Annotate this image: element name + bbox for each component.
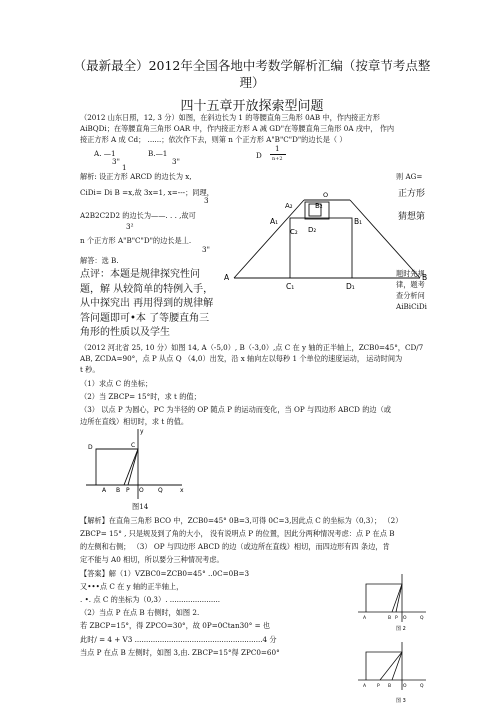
p2-fig14-label-d: D [88, 444, 93, 451]
svg-text:B: B [388, 684, 392, 689]
p2-analysis-2: ZBCP= 15° , 只是规及到了角的大小， 没有说明点 P 的位置，因此分两种情况考虑：点 P 在点 B [80, 529, 395, 538]
p2-fig3-caption: 图 3 [396, 698, 406, 704]
p1-solution-2-right: 正方形 [398, 189, 426, 199]
doc-title-line2: 理） [239, 75, 265, 90]
p1-solution-3: A2B2C2D2 的边长为——. . . ,故可 [80, 211, 196, 220]
p2-fig2-caption: 图 2 [396, 626, 406, 632]
p1-option-b-den: 3" [172, 157, 180, 166]
p1-fig-label-o: O [323, 191, 329, 199]
svg-text:A: A [363, 684, 367, 689]
p2-item-1: （1）求点 C 的坐标； [80, 379, 153, 388]
p2-fig14-label-x: x [180, 487, 184, 494]
doc-title [60, 57, 444, 91]
svg-text:Q: Q [420, 616, 424, 621]
p2-item-2: （2）当 ZBCP= 15°时，求 t 的值； [80, 392, 201, 401]
p2-answer-6: 此时/ = 4 + V3 ........................................................4 分 [80, 635, 277, 644]
p2-fig14-label-b: B [116, 487, 121, 494]
p2-item-3a: （3） 以点 P 为圆心，PC 为半径的 OP 随点 P 的运动而变化，当 OP 与四边形 ABCD 的边（或 [80, 405, 391, 414]
p1-question-line1: （2012 山东日照，12, 3 分）如图，在斜边长为 1 的等腰直角三角形 0AB 中，作内接正方形 [80, 113, 380, 122]
p1-solution-5: 解答：选 B. [80, 256, 119, 265]
p1-fig-label-a: A [224, 273, 230, 282]
p1-option-d-den: n+2 [272, 156, 283, 162]
p1-solution-1: 解析: 设正方形 ARCD 的边长为 x, [80, 172, 192, 181]
p1-solution-2-three: 3 [204, 196, 209, 205]
p2-analysis-3: 的左侧和右侧； （3） OP 与四边形 ABCD 的边（或边所在直线）相切，而四边形有四 条边，肯 [80, 542, 390, 551]
p2-answer-5: 若 ZBCP=15°，得 ZPCO=30°，故 0P=0Ctan30° = 也 [80, 621, 271, 630]
p2-question-line2: AB, ZCDA=90°，点 P 从点 Q （4,0）出发，沿 x 轴向左以每秒 1 个单位的速度运动， 运动时间为 [80, 354, 403, 363]
p1-option-b: B.—1 [148, 149, 168, 158]
p1-fig-label-c1: C₁ [286, 282, 295, 291]
p1-solution-1-right: 则 AG= [396, 172, 423, 181]
p2-answer-2: 又•••点 C 在 y 轴的正半轴上， [80, 582, 184, 591]
p1-fig-label-a1: A₁ [270, 217, 279, 226]
p1-option-d-num: 1 [275, 144, 280, 153]
p2-answer-3: . •. 点 C 的坐标为（0,3）. ...................... [80, 595, 221, 604]
p2-question-line1: （2012 河北省 25, 10 分）如图 14, A（-5,0）, B（-3,0）,点 C 在 y 轴的正半轴上，ZCB0=45°，CD/7 [80, 343, 424, 352]
p2-fig14-label-y: y [140, 428, 144, 435]
p1-option-d-label: D [256, 151, 262, 160]
svg-text:P: P [395, 616, 398, 621]
p2-answer-7: 当点 P 在点 B 左侧时，如图 3,由. ZBCP=15°得 ZPC0=60° [80, 648, 280, 657]
svg-text:O: O [403, 616, 407, 621]
p1-fig-label-b2: B₂ [315, 202, 323, 210]
p1-figure-squares [222, 190, 432, 320]
svg-text:B: B [388, 616, 392, 621]
svg-text:A: A [363, 616, 367, 621]
chapter-heading: 四十五章开放探索型问题 [180, 99, 324, 114]
p1-option-a-den: 3" [112, 157, 120, 166]
p2-fig14-label-q: Q [158, 487, 163, 494]
p2-fig14-caption: 图14 [132, 502, 149, 511]
svg-text:P: P [377, 684, 380, 689]
p1-solution-4: n 个正方形 A"B"C"D"的边长是丄. [80, 236, 192, 245]
p2-fig14-label-o: O [139, 487, 144, 494]
p2-figure-14 [82, 425, 192, 505]
p1-side-note: 题时先规律，题考查分析问AiBiCiDi [396, 269, 427, 311]
p2-figure-2 [356, 572, 428, 634]
p2-fig14-label-a: A [102, 487, 107, 494]
p1-question-line2: AiBQDi；在等腰直角三角形 OAR 中，作内接正方形 A 减 GD"在等腰直角三角形 0A 戌中， 作内 [80, 124, 395, 133]
p1-comment: 点评：本题是规律探究性问题，解 从较简单的特例入手，从中探究出 再用得到的规律解答问题即可•本 了等腰直角三角形的性质以及学生 [80, 269, 214, 338]
p1-solution-4-den: 3" [202, 245, 210, 254]
p1-fig-label-b: B [422, 273, 428, 282]
p2-item-3b: 边所在直线）相切时，求 t 的值。 [80, 417, 189, 426]
doc-title-line1: （最新最全）2012年全国各地中考数学解析汇编（按章节考点整 [73, 58, 431, 73]
svg-text:O: O [403, 684, 407, 689]
p1-solution-3-sq: 3² [126, 222, 134, 231]
p2-figure-3 [356, 640, 428, 706]
p1-fig-label-d1: D₁ [346, 282, 355, 291]
p1-fig-label-b1: B₁ [354, 217, 363, 226]
p1-fig-label-d2: D₂ [308, 226, 317, 234]
p1-question-line3: 接正方形 A 成 Cd； ......；依次作下去，则第 n 个正方形 A"B"C"D"的边长是（ ） [80, 135, 347, 144]
p1-solution-2: CiDi= Di B =x,故 3x=1, x=---；同理， [80, 188, 214, 197]
p2-answer-4: （2）当点 P 在点 B 右侧时，如图 2. [80, 608, 200, 617]
p1-fig-label-c2: C₂ [290, 228, 298, 236]
p1-solution-3-right: 猜想第 [398, 212, 426, 222]
p1-fig-label-a2: A₂ [285, 202, 293, 210]
p1-option-a-sub: 1 [122, 163, 127, 172]
p1-option-a: A. —1 [94, 149, 116, 158]
p2-analysis-1: 【解析】在直角三角形 BCO 中，ZCB0=45° 0B=3,可得 0C=3,因此点 C 的坐标为（0,3）； （2） [80, 516, 403, 525]
p2-analysis-4: 定不能与 A0 相切，所以要分三种情况考虑。 [80, 555, 224, 564]
svg-text:Q: Q [420, 684, 424, 689]
p2-answer-1: 【答案】解（1）VZBC0=ZCB0=45° ..0C=0B=3 [80, 569, 250, 578]
p2-question-line3: t 秒。 [80, 365, 100, 374]
p2-fig14-label-c: C [131, 442, 136, 449]
p2-fig14-label-p: P [126, 487, 130, 494]
